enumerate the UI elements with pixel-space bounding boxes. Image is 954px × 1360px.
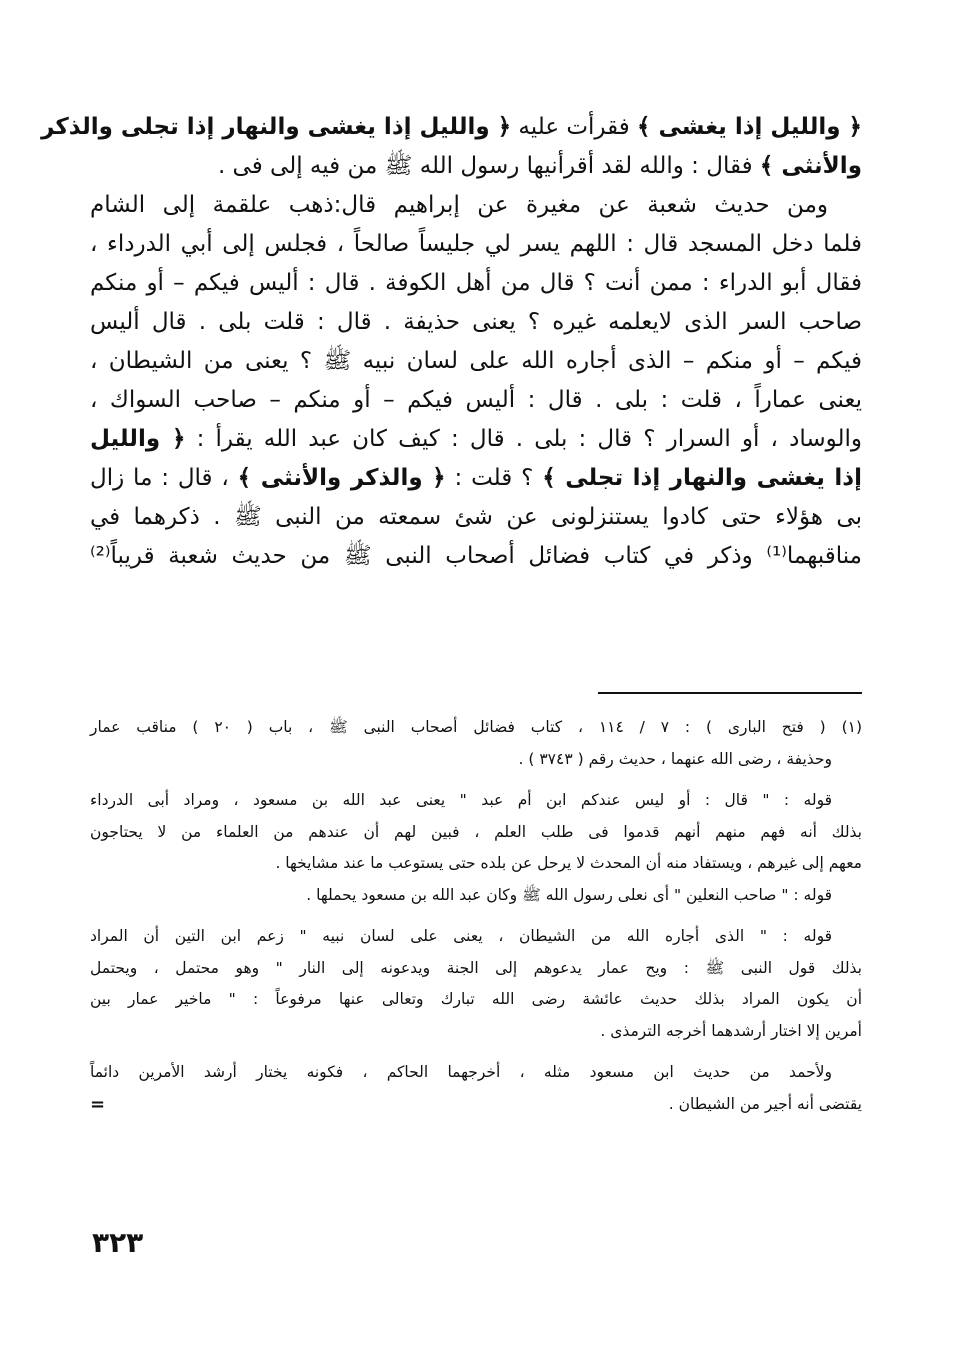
main-line: صاحب السر الذى لايعلمه غيره ؟ يعنى حذيفة . قال : قلت بلى . قال أليس xyxy=(90,309,862,335)
footnote-line: قوله : " صاحب النعلين " أى نعلى رسول الله ﷺ وكان عبد الله بن مسعود يحملها . xyxy=(306,885,832,904)
footnote-line: ولأحمد من حديث ابن مسعود مثله ، أخرجهما الحاكم ، فكونه يختار أرشد الأمرين دائماً xyxy=(90,1063,832,1081)
page-number: ٣٢٣ xyxy=(92,1226,144,1259)
quran-quote: والأنثى ﴾ xyxy=(759,153,862,179)
footnote-line: معهم إلى غيرهم ، ويستفاد منه أن المحدث لا يرحل عن بلده حتى يستوعب ما عند مشايخها . xyxy=(275,854,862,872)
quran-quote: ﴿ والليل إذا يغشى ﴾ xyxy=(637,114,862,140)
main-line: ومن حديث شعبة عن مغيرة عن إبراهيم قال:ذهب علقمة إلى الشام xyxy=(90,192,828,218)
footnotes xyxy=(90,712,862,1120)
footnote-line: يقتضى أنه أجير من الشيطان . = xyxy=(90,1089,862,1121)
continuation-mark: = xyxy=(90,1093,106,1115)
main-line: ﴿ والليل إذا يغشى ﴾ فقرأت عليه ﴿ والليل إذا يغشى والنهار إذا تجلى والذكر xyxy=(41,114,862,140)
quran-quote: إذا يغشى والنهار إذا تجلى ﴾ xyxy=(542,465,862,491)
footnote-line: قوله : " الذى أجاره الله من الشيطان ، يعنى على لسان نبيه " زعم ابن التين أن المراد xyxy=(90,927,832,945)
footnote-divider xyxy=(598,692,862,694)
footnote-line: قوله : " قال : أو ليس عندكم ابن أم عبد " يعنى عبد الله بن مسعود ، ومراد أبى الدرداء xyxy=(90,791,832,809)
main-line: فقال أبو الدراء : ممن أنت ؟ قال من أهل الكوفة . قال : أليس فيكم – أو منكم xyxy=(90,270,862,296)
main-line: فلما دخل المسجد قال : اللهم يسر لي جليساً صالحاً ، فجلس إلى أبي الدرداء ، xyxy=(90,231,862,257)
main-line: فيكم – أو منكم – الذى أجاره الله على لسان نبيه ﷺ ؟ يعنى من الشيطان ، xyxy=(90,348,862,374)
main-line: والوساد ، أو السرار ؟ قال : بلى . قال : كيف كان عبد الله يقرأ : ﴿ والليل xyxy=(90,426,863,452)
main-text xyxy=(41,108,863,576)
footnote-line: أمرين إلا اختار أرشدهما أخرجه الترمذى . xyxy=(600,1021,862,1040)
main-line: يعنى عماراً ، قلت : بلى . قال : أليس فيكم – أو منكم – صاحب السواك ، xyxy=(90,387,862,413)
main-line: بى هؤلاء حتى كادوا يستنزلونى عن شئ سمعته من النبى ﷺ . ذكرهما في xyxy=(90,504,862,530)
footnote-line: بذلك أنه فهم منهم أنهم قدموا فى طلب العلم ، فبين لهم أن عندهم من العلماء من لا يحتاجون xyxy=(90,822,862,841)
main-line: والأنثى ﴾ فقال : والله لقد أقرأنيها رسول الله ﷺ من فيه إلى فى . xyxy=(217,153,862,179)
footnote-line: (١) ( فتح البارى ) : ٧ / ١١٤ ، كتاب فضائل أصحاب النبى ﷺ ، باب ( ٢٠ ) مناقب عمار xyxy=(90,718,863,736)
footnote-line: وحذيفة ، رضى الله عنهما ، حديث رقم ( ٣٧٤٣ ) . xyxy=(518,749,832,768)
quran-quote: ﴿ والليل إذا يغشى والنهار إذا تجلى والذكر xyxy=(41,114,512,140)
footnote-line: بذلك قول النبى ﷺ : ويح عمار يدعوهم إلى الجنة ويدعونه إلى النار " وهو محتمل ، ويحتمل xyxy=(90,958,862,977)
main-line: إذا يغشى والنهار إذا تجلى ﴾ ؟ قلت : ﴿ والذكر والأنثى ﴾ ، قال : ما زال xyxy=(90,465,862,491)
quran-quote: ﴿ والليل xyxy=(90,426,186,452)
quran-quote: ﴿ والذكر والأنثى ﴾ xyxy=(237,465,446,491)
footnote-line: أن يكون المراد بذلك حديث عائشة رضى الله تبارك وتعالى عنها مرفوعاً : " ماخير عمار بين xyxy=(90,990,862,1008)
main-line: مناقبهما⁽¹⁾ وذكر في كتاب فضائل أصحاب النبى ﷺ من حديث شعبة قريباً⁽²⁾ xyxy=(90,543,862,569)
